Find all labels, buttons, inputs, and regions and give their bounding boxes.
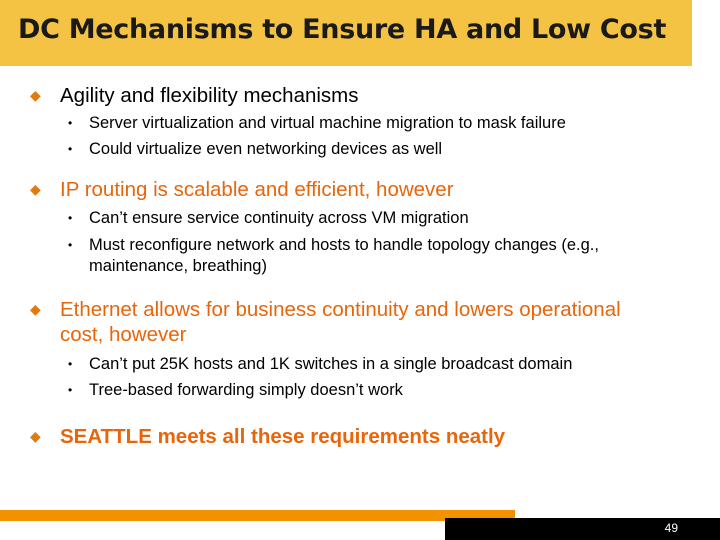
bullet-ethernet bbox=[30, 297, 630, 347]
bullet-text: Agility and flexibility mechanisms bbox=[60, 84, 359, 107]
page-number: 49 bbox=[664, 521, 678, 535]
dot-bullet-icon: • bbox=[68, 142, 73, 156]
sub-bullet-text: Could virtualize even networking devices as well bbox=[89, 140, 443, 158]
bullet-text: IP routing is scalable and efficient, however bbox=[60, 178, 454, 201]
dot-bullet-icon: • bbox=[68, 238, 73, 252]
dot-bullet-icon: • bbox=[68, 357, 73, 371]
dot-bullet-icon: • bbox=[68, 383, 73, 397]
bullet-text: Ethernet allows for business continuity and lowers operational cost, however bbox=[60, 298, 621, 346]
dot-bullet-icon: • bbox=[68, 116, 73, 130]
diamond-bullet-icon: ◆ bbox=[30, 301, 41, 317]
footer-black-bar bbox=[445, 518, 720, 540]
sub-bullet-text: Must reconfigure network and hosts to handle topology changes (e.g., maintenance, breathing) bbox=[89, 236, 599, 275]
sub-bullet bbox=[68, 235, 668, 277]
sub-bullet bbox=[68, 354, 708, 375]
diamond-bullet-icon: ◆ bbox=[30, 87, 41, 103]
sub-bullet bbox=[68, 208, 688, 229]
bullet-text: SEATTLE meets all these requirements neatly bbox=[60, 425, 506, 448]
sub-bullet bbox=[68, 380, 688, 401]
sub-bullet-text: Server virtualization and virtual machine migration to mask failure bbox=[89, 114, 566, 132]
sub-bullet bbox=[68, 113, 688, 134]
sub-bullet-text: Can’t ensure service continuity across VM migration bbox=[89, 209, 469, 227]
bullet-agility bbox=[30, 83, 690, 108]
diamond-bullet-icon: ◆ bbox=[30, 181, 41, 197]
footer-orange-bar bbox=[0, 510, 515, 521]
diamond-bullet-icon: ◆ bbox=[30, 428, 41, 444]
dot-bullet-icon: • bbox=[68, 211, 73, 225]
slide-title: DC Mechanisms to Ensure HA and Low Cost bbox=[18, 14, 667, 45]
bullet-ip-routing bbox=[30, 177, 690, 202]
sub-bullet-text: Can’t put 25K hosts and 1K switches in a single broadcast domain bbox=[89, 355, 573, 373]
sub-bullet bbox=[68, 139, 688, 160]
bullet-seattle bbox=[30, 424, 690, 449]
sub-bullet-text: Tree-based forwarding simply doesn’t work bbox=[89, 381, 403, 399]
